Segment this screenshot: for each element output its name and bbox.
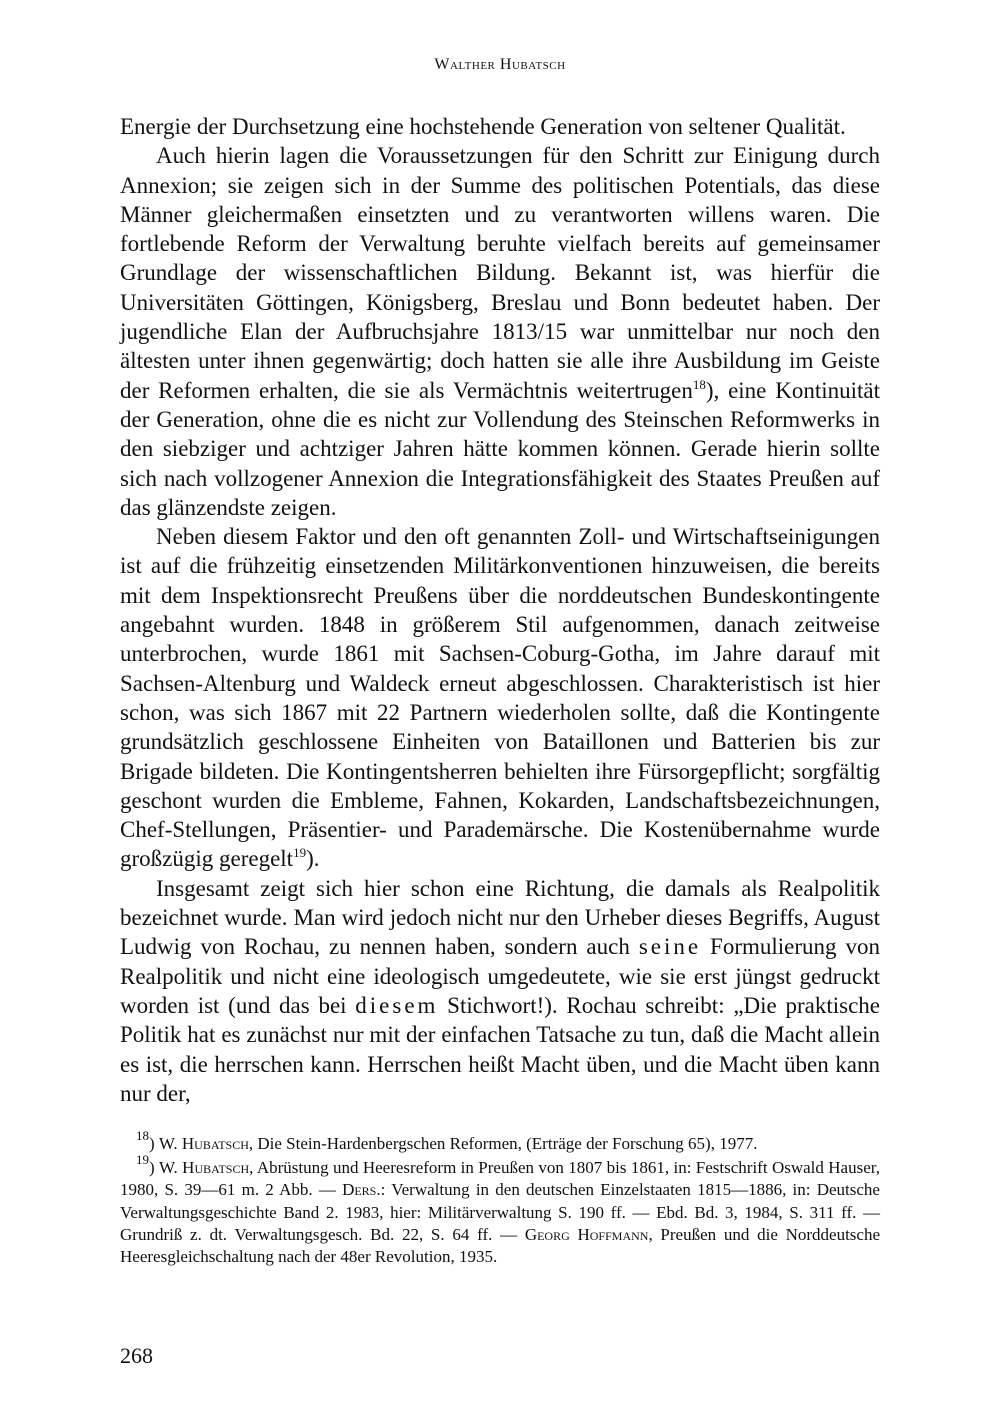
footnote-ref[interactable]: 18 (692, 376, 706, 392)
author-name: Ders. (342, 1180, 381, 1200)
footnote-19: $^{19}$) W. Hubatsch, Abrüstung und Heeresreform in Preußen von 1807 bis 1861, in: Festschrift Oswald Hauser, 1980, S. 39—61 m. 2 Abb. — Ders.: Verwaltung in den deutschen Einzelstaaten 1815—1886, in: Deutsche Verwaltungsgeschichte Band 2. 1983, hier: Militärverwaltung S. 190 ff. — Ebd. Bd. 3, 1984, S. 311 ff. — Grundriß z. dt. Verwaltungsgesch. Bd. 22, S. 64 ff. — Georg Hoffmann, Preußen und die Norddeutsche Heeresgleichschaltung nach der 48er Revolution, 1935. (120, 1152, 880, 1267)
footnote-18: $^{18}$) W. Hubatsch, Die Stein-Hardenbergschen Reformen, (Erträge der Forschung 65), 1977. (136, 1128, 758, 1153)
author-name: W. Hubatsch (159, 1158, 250, 1178)
page-number: 268 (120, 1343, 153, 1368)
paragraph: Neben diesem Faktor und den oft genannten Zoll- und Wirtschaftseinigungen ist auf die frühzeitig einsetzenden Militärkonventionen hinzuweisen, die bereits mit dem Inspektionsrecht Preußens über die norddeutschen Bundeskontingente angebahnt wurden. 1848 in größerem Stil aufgenommen, danach zeitweise unterbrochen, wurde 1861 mit Sachsen-Coburg-Gotha, im Jahre darauf mit Sachsen-Altenburg und Waldeck erneut abgeschlossen. Charakteristisch ist hier schon, was sich 1867 mit 22 Partnern wiederholen sollte, daß die Kontingente grundsätzlich geschlossene Einheiten von Bataillonen und Batterien bis zur Brigade bildeten. Die Kontingentsherren behielten ihre Fürsorgepflicht; sorgfältig geschont wurden die Embleme, Fahnen, Kokarden, Landschaftsbezeichnungen, Chef-Stellungen, Präsentier- und Parademärsche. Die Kostenübernahme wurde großzügig geregelt$^{19}$). (120, 524, 880, 872)
paragraph: Auch hierin lagen die Voraussetzungen für den Schritt zur Einigung durch Annexion; sie zeigen sich in der Summe des politischen Potentials, das diese Männer gleichermaßen einsetzten und zu verantworten willens waren. Die fortlebende Reform der Verwaltung beruhte vielfach bereits auf gemeinsamer Grundlage der wissenschaftlichen Bildung. Bekannt ist, was hierfür die Universitäten Göttingen, Königsberg, Breslau und Bonn bedeutet haben. Der jugendliche Elan der Aufbruchsjahre 1813/15 war unmittelbar nur noch den ältesten unter ihnen gegenwärtig; doch hatten sie alle ihre Ausbildung im Geiste der Reformen erhalten, die sie als Vermächtnis weitertrugen$^{18}$), eine Kontinuität der Generation, ohne die es nicht zur Vollendung des Steinschen Reformwerks in den siebziger und achtziger Jahren hätte kommen können. Gerade hierin sollte sich nach vollzogener Annexion die Integrationsfähigkeit des Staates Preußen auf das glänzendste zeigen. (120, 143, 880, 520)
footnote-ref[interactable]: 19 (293, 845, 307, 861)
body-text (120, 112, 880, 1108)
emphasis: seine (638, 934, 702, 960)
author-name: W. Hubatsch (158, 1134, 249, 1153)
emphasis: diesem (355, 992, 439, 1018)
paragraph: Insgesamt zeigt sich hier schon eine Richtung, die damals als Realpolitik bezeichnet wurde. Man wird jedoch nicht nur den Urheber dieses Begriffs, August Ludwig von Rochau, zu nennen haben, sondern auch seine Formulierung von Realpolitik und nicht eine ideologisch umgedeutete, wie sie erst jüngst gedruckt worden ist (und das bei diesem Stichwort!). Rochau schreibt: „Die praktische Politik hat es zunächst nur mit der einfachen Tatsache zu tun, daß die Macht allein es ist, die herrschen kann. Herrschen heißt Macht üben, und die Macht üben kann nur der, (120, 875, 880, 1106)
footnote-marker: 18 (136, 1128, 149, 1143)
footnote-marker: 19 (136, 1152, 149, 1168)
author-name: Georg Hoffmann (524, 1224, 649, 1244)
paragraph: Energie der Durchsetzung eine hochstehende Generation von seltener Qualität. (120, 114, 846, 139)
running-head: Walther Hubatsch (434, 56, 566, 73)
footnotes (120, 1128, 880, 1270)
